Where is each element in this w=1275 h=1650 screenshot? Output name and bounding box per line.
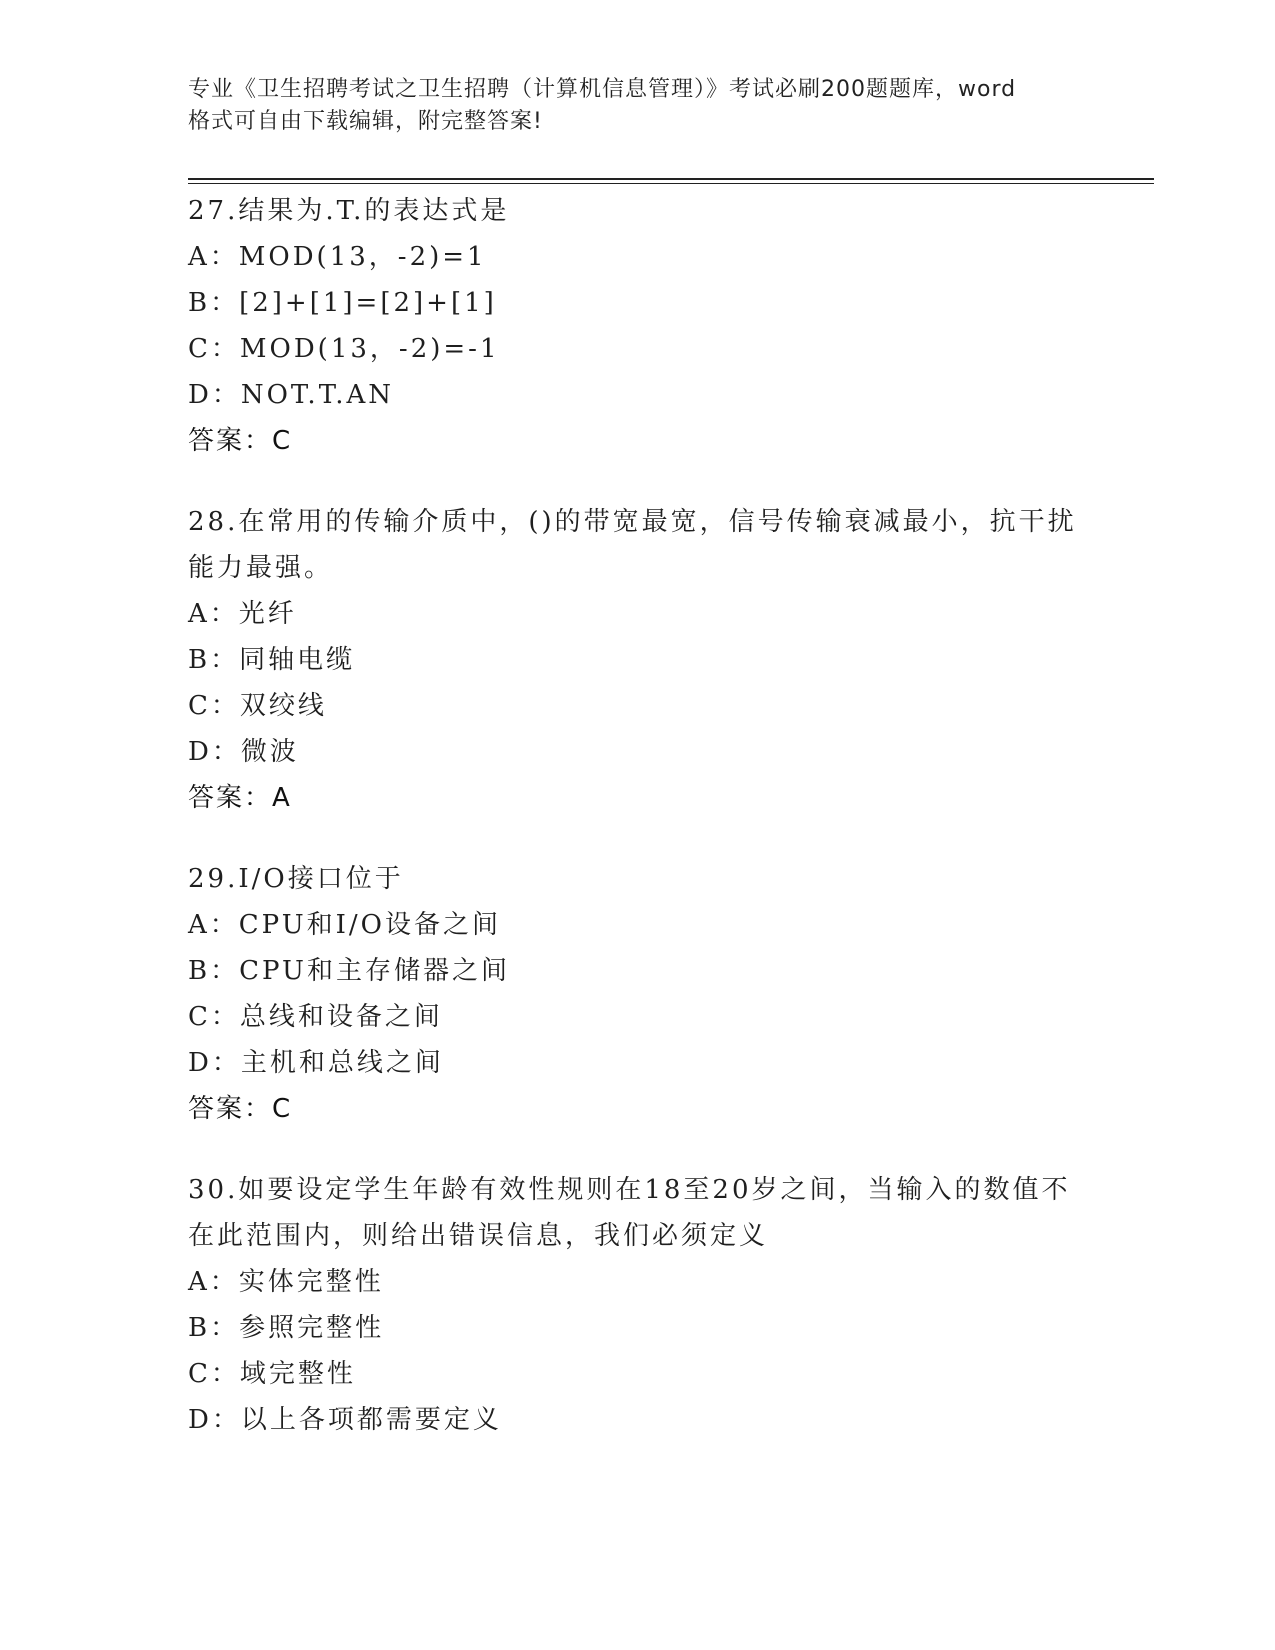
header-divider-thick — [188, 178, 1154, 180]
option-b: B：CPU和主存储器之间 — [188, 956, 510, 986]
header-line-2: 格式可自由下载编辑，附完整答案! — [188, 109, 543, 134]
question-stem-line: 28.在常用的传输介质中，()的带宽最宽，信号传输衰减最小，抗干扰 — [188, 507, 1077, 537]
header-line-1: 专业《卫生招聘考试之卫生招聘（计算机信息管理）》考试必刷200题题库，word — [188, 77, 1017, 102]
option-c: C：MOD(13，-2)=-1 — [188, 334, 500, 364]
question-stem-line: 30.如要设定学生年龄有效性规则在18至20岁之间，当输入的数值不 — [188, 1175, 1071, 1205]
option-d: D：以上各项都需要定义 — [188, 1405, 502, 1435]
question-stem-line: 在此范围内，则给出错误信息，我们必须定义 — [188, 1221, 769, 1251]
question-stem-line: 能力最强。 — [188, 553, 334, 583]
question-list — [188, 188, 1088, 1478]
document-header — [188, 74, 1088, 138]
header-divider-thin — [188, 183, 1154, 184]
question-29 — [188, 856, 1088, 1132]
option-d: D：NOT.T.AN — [188, 380, 395, 410]
option-c: C：双绞线 — [188, 691, 327, 721]
option-a: A：MOD(13，-2)=1 — [188, 242, 487, 272]
option-c: C：域完整性 — [188, 1359, 356, 1389]
question-stem-line: 29.I/O接口位于 — [188, 864, 404, 894]
option-a: A：CPU和I/O设备之间 — [188, 910, 501, 940]
option-d: D：微波 — [188, 737, 299, 767]
question-stem-line: 27.结果为.T.的表达式是 — [188, 196, 510, 226]
option-a: A：实体完整性 — [188, 1267, 384, 1297]
answer-line: 答案：C — [188, 1094, 293, 1124]
option-a: A：光纤 — [188, 599, 297, 629]
question-28 — [188, 499, 1088, 821]
option-b: B：同轴电缆 — [188, 645, 356, 675]
option-b: B：参照完整性 — [188, 1313, 385, 1343]
question-30 — [188, 1167, 1088, 1443]
answer-line: 答案：A — [188, 783, 292, 813]
question-27 — [188, 188, 1088, 464]
answer-line: 答案：C — [188, 426, 293, 456]
option-d: D：主机和总线之间 — [188, 1048, 444, 1078]
option-c: C：总线和设备之间 — [188, 1002, 443, 1032]
option-b: B：[2]+[1]=[2]+[1] — [188, 288, 497, 318]
